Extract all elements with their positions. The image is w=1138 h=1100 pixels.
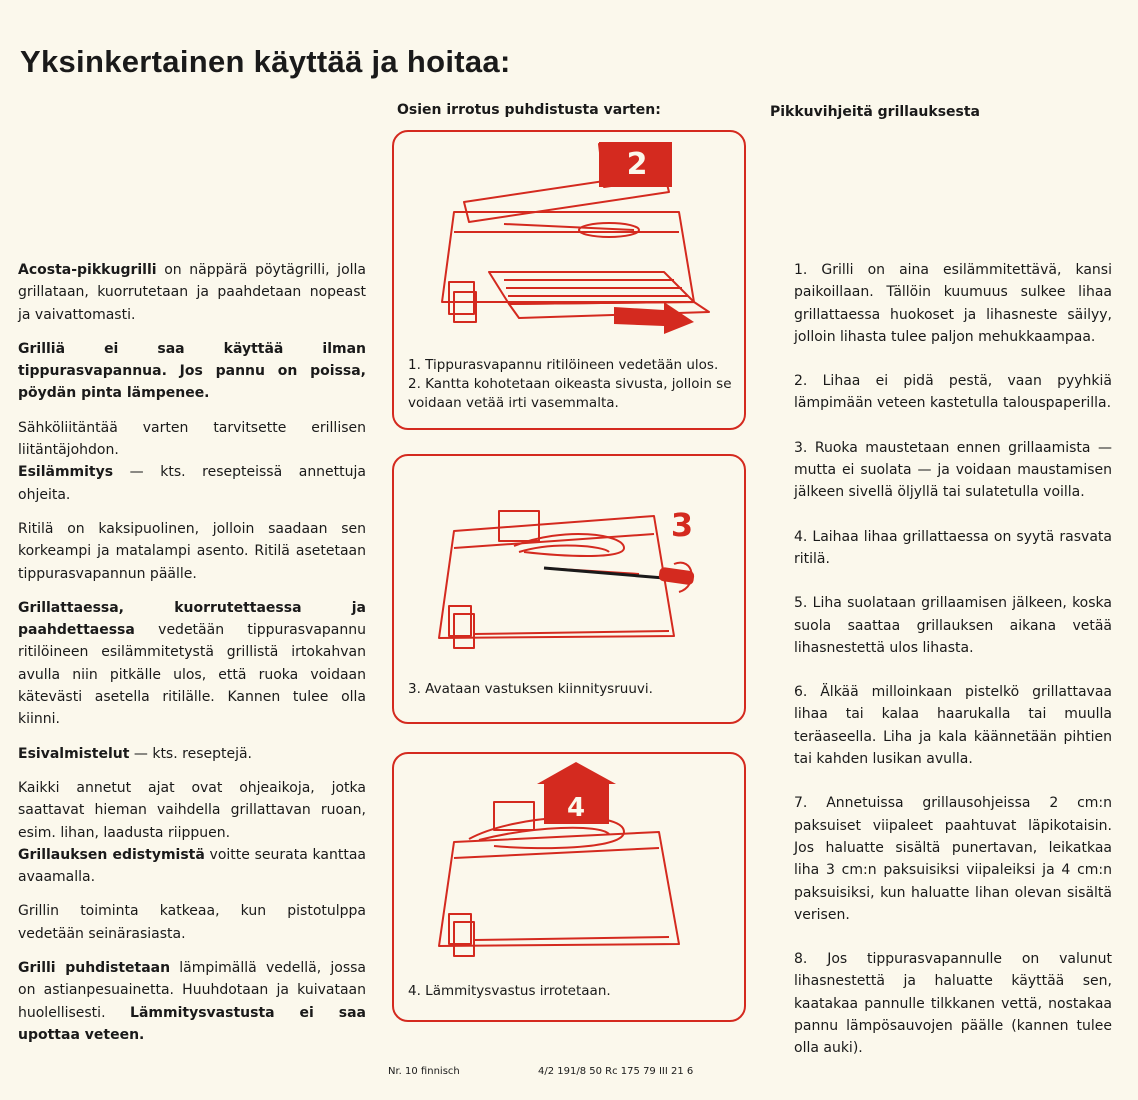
progress-paragraph — [18, 844, 366, 889]
progress-text: voitte seurata kanttaa avaamalla. — [18, 846, 366, 886]
cleaning-label: Grilli puhdistetaan — [18, 960, 171, 977]
disassembly-panel-3 — [392, 752, 746, 1022]
footer-print-code: Nr. 10 finnisch — [388, 1066, 460, 1077]
unplug-paragraph: Grillin toiminta katkeaa, kun pistotulppa vedetään seinärasiasta. — [18, 903, 366, 942]
connection-paragraph: Sähköliitäntää varten tarvitsette erillisen liitäntäjohdon. — [18, 419, 366, 459]
disassembly-panel-1 — [392, 130, 746, 430]
step-badge-4: 4 — [566, 793, 586, 823]
preheat-text: — kts. resepteissä annettuja ohjeita. — [18, 464, 366, 503]
grilling-text: vedetään tippurasvapannu ritilöineen esilämmitetystä grillistä irtokahvan avulla niin pitkälle ulos, että ruoka voidaan kätevästi asetella ritilälle. Kannen tulee olla kiinni. — [18, 622, 366, 728]
tip-item: 4. Laihaa lihaa grillattaessa on syytä rasvata ritilä. — [794, 528, 1112, 567]
usage-instructions — [18, 259, 366, 1058]
tip-item: 6. Älkää milloinkaan pistelkö grillattavaa lihaa tai kalaa haarukalla tai muulla teräaseella. Liha ja kala käännetään pihtien tai kahden lusikan avulla. — [794, 684, 1112, 768]
warning-text: Grilliä ei saa käyttää ilman tippurasvapannua. Jos pannu on poissa, pöydän pinta lämpenee. — [18, 340, 366, 402]
tip-item: 8. Jos tippurasvapannulle on valunut lihasnestettä ja haluatte käyttää sen, kaatakaa pannulle tilkkanen vettä, nostakaa pannu lämpösauvojen päälle (kannen tulee olla auki). — [794, 951, 1112, 1057]
footer-catalog-code: 4/2 191/8 50 Rc 175 79 III 21 6 — [538, 1066, 694, 1077]
page-title: Yksinkertainen käyttää ja hoitaa: — [20, 44, 511, 79]
panel-3-step: 4. Lämmitysvastus irrotetaan. — [408, 983, 611, 999]
warning-paragraph — [18, 338, 366, 405]
tip-item: 1. Grilli on aina esilämmitettävä, kansi paikoillaan. Tällöin kuumuus sulkee lihaa grillattaessa huokoset ja lihasneste säilyy, jolloin lihasta tulee paljon mehukkaampaa. — [794, 262, 1112, 345]
cleaning-warning: Lämmitysvastusta ei saa upottaa veteen. — [18, 1004, 366, 1043]
step-badge-2: 2 — [626, 147, 648, 182]
product-name: Acosta-pikkugrilli — [18, 262, 157, 278]
tip-item: 3. Ruoka maustetaan ennen grillaamista — mutta ei suolata — ja voidaan maustamisen jälkeen sivellä öljyllä tai sulatetulla voilla. — [794, 439, 1112, 501]
tip-item: 5. Liha suolataan grillaamisen jälkeen, koska suola saattaa grillauksen aikana vetää lihasnestettä ulos lihasta. — [794, 595, 1112, 656]
tips-heading: Pikkuvihjeitä grillauksesta — [770, 104, 980, 120]
disassembly-panel-2 — [392, 454, 746, 724]
times-paragraph: Kaikki annetut ajat ovat ohjeaikoja, jotka saattavat hieman vaihdella grillattavan ruoan, esim. lihan, laadusta riippuen. — [18, 779, 366, 841]
preheat-paragraph — [18, 461, 366, 506]
heating-element-icon — [394, 754, 744, 1020]
tip-item: 2. Lihaa ei pidä pestä, vaan pyyhkiä lämpimään veteen kastetulla talouspaperilla. — [794, 373, 1112, 412]
intro-text: on näppärä pöytägrilli, jolla grillataan, kuorrutetaan ja paahdetaan nopeast ja vaivattomasti. — [18, 262, 366, 323]
progress-label: Grillauksen edistymistä — [18, 846, 205, 863]
panel-2-step: 3. Avataan vastuksen kiinnitysruuvi. — [408, 681, 653, 697]
panel-1-steps — [408, 356, 733, 413]
prep-paragraph — [18, 743, 366, 765]
cleaning-paragraph — [18, 957, 366, 1046]
step-2-text: 2. Kantta kohotetaan oikeasta sivusta, jolloin se voidaan vetää irti vasemmalta. — [408, 376, 732, 411]
step-1-text: 1. Tippurasvapannu ritilöineen vedetään ulos. — [408, 357, 719, 373]
rack-paragraph: Ritilä on kaksipuolinen, jolloin saadaan sen korkeampi ja matalampi asento. Ritilä asetetaan tippurasvapannun päälle. — [18, 520, 366, 582]
tip-item: 7. Annetuissa grillausohjeissa 2 cm:n paksuiset viipaleet paahtuvat läpikotaisin. Jos haluatte sisältä punertavan, leikatkaa liha 3 cm:n paksuisiksi viipaleiksi ja 4 cm:n paksuisiksi, kun haluatte lihan olevan sisältä verisen. — [794, 795, 1112, 923]
preheat-label: Esilämmitys — [18, 464, 114, 481]
intro-paragraph — [18, 259, 366, 326]
disassembly-heading: Osien irrotus puhdistusta varten: — [397, 102, 661, 118]
prep-text: — kts. reseptejä. — [129, 745, 253, 762]
grilling-paragraph — [18, 597, 366, 731]
cleaning-text: lämpimällä vedellä, jossa on astianpesuainetta. Huuhdotaan ja kuivataan huolellisesti. — [18, 960, 366, 1021]
tips-list — [772, 259, 1112, 1082]
prep-label: Esivalmistelut — [18, 745, 130, 762]
grilling-label: Grillattaessa, kuorrutettaessa ja paahdettaessa — [18, 599, 366, 639]
step-badge-3: 3 — [670, 506, 694, 544]
